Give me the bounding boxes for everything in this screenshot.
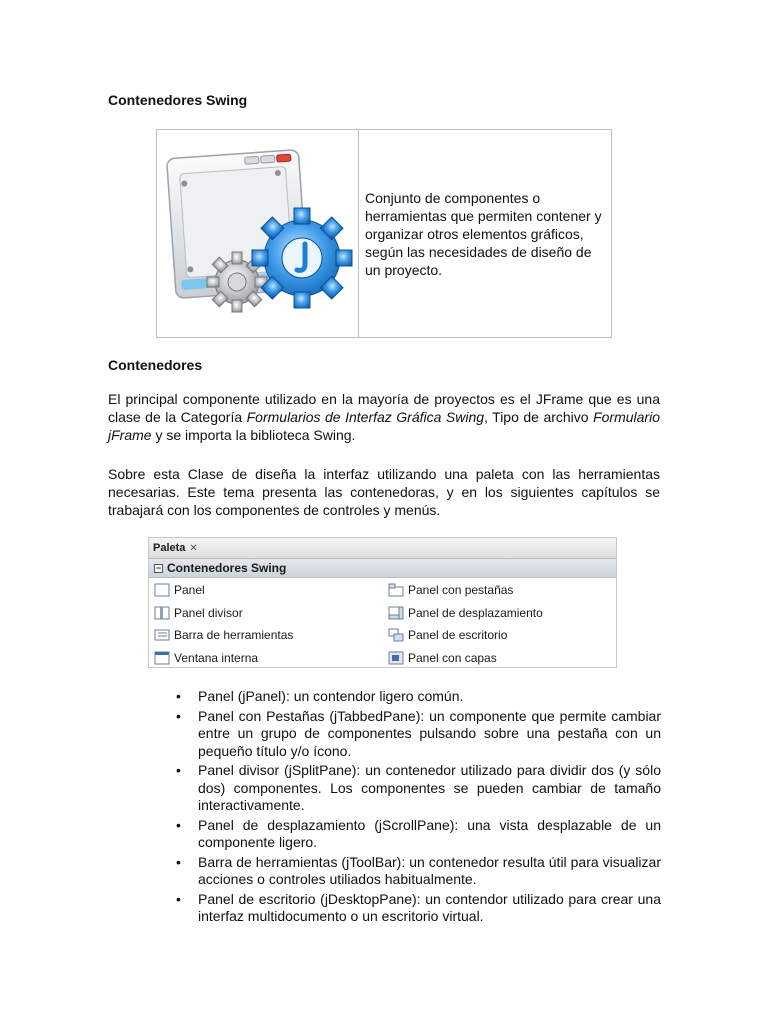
palette-items [149, 578, 616, 669]
palette-tab[interactable] [153, 542, 198, 554]
large-gear-icon [252, 208, 352, 308]
collapse-icon[interactable]: − [155, 562, 162, 573]
palette-item-desktop-pane[interactable] [388, 624, 622, 647]
tabbed-pane-icon [388, 583, 404, 597]
palette-item-label: Panel divisor [174, 605, 243, 620]
split-pane-icon [154, 606, 170, 620]
swing-container-illustration [157, 130, 359, 337]
palette-item-label: Panel con pestañas [408, 583, 514, 598]
palette-item-label: Barra de herramientas [174, 628, 294, 643]
section-heading-swing: Contenedores Swing [108, 92, 248, 108]
palette-tab-bar [149, 538, 616, 559]
list-item: • Panel divisor (jSplitPane): un contenedor utilizado para dividir dos (y sólo dos) componentes. Los componentes se pueden cambiar de tamaño interactivamente. [176, 762, 661, 815]
palette-category-label: Contenedores Swing [167, 561, 287, 575]
scroll-pane-icon [388, 606, 404, 620]
paragraph-jframe-filetype: Formulario jFrame [108, 409, 660, 443]
palette-item-split-pane[interactable] [154, 602, 388, 625]
intro-table [156, 129, 612, 338]
list-item: • Panel (jPanel): un contendor ligero común. [176, 688, 661, 706]
intro-description: Conjunto de componentes o herramientas que permiten contener y organizar otros elementos gráficos, según las necesidades de diseño de un proyecto. [365, 189, 602, 278]
window-gears-icon [157, 130, 357, 337]
paragraph-jframe-part1: El principal componente utilizado en la mayoría de proyectos es el JFrame que es una clase de la Categoría [108, 391, 660, 425]
list-item: • Panel con Pestañas (jTabbedPane): un componente que permite cambiar entre un grupo de componentes pulsando sobre una pestaña con un pequeño título y/o ícono. [176, 708, 661, 761]
panel-icon [154, 583, 170, 597]
palette-item-label: Panel [174, 583, 205, 598]
palette-item-scroll-pane[interactable] [388, 602, 622, 625]
list-item: • Panel de escritorio (jDesktopPane): un contendor utilizado para crear una interfaz multidocumento o un escritorio virtual. [176, 891, 661, 926]
paragraph-jframe [108, 390, 660, 444]
internal-frame-icon [154, 651, 170, 665]
close-icon[interactable]: ✕ [189, 542, 198, 554]
container-bullet-list [176, 688, 661, 928]
list-item: • Barra de herramientas (jToolBar): un contenedor resulta útil para visualizar acciones o controles utiliados habitualmente. [176, 854, 661, 889]
paragraph-jframe-category: Formularios de Interfaz Gráfica Swing [246, 409, 485, 425]
palette-item-label: Panel de desplazamiento [408, 605, 543, 620]
paragraph-palette: Sobre esta Clase de diseña la interfaz utilizando una paleta con las herramientas necesarias. Este tema presenta las contenedoras, y en los siguientes capítulos se trabajará con los componentes de controles y menús. [108, 466, 660, 518]
palette-panel [148, 537, 617, 668]
paragraph-jframe-part3: y se importa la biblioteca Swing. [151, 427, 356, 443]
palette-item-internal-frame[interactable] [154, 647, 388, 670]
toolbar-icon [154, 628, 170, 642]
desktop-pane-icon [388, 628, 404, 642]
list-item: • Panel de desplazamiento (jScrollPane): una vista desplazable de un componente ligero. [176, 817, 661, 852]
palette-item-tabbed-pane[interactable] [388, 579, 622, 602]
section-heading-containers: Contenedores [108, 357, 203, 373]
palette-item-label: Panel con capas [408, 650, 497, 665]
palette-item-layered-pane[interactable] [388, 647, 622, 670]
palette-item-label: Ventana interna [174, 650, 259, 665]
paragraph-jframe-part2: , Tipo de archivo [484, 409, 594, 425]
palette-item-panel[interactable] [154, 579, 388, 602]
intro-text-cell [359, 130, 611, 337]
layered-pane-icon [388, 651, 404, 665]
palette-item-toolbar[interactable] [154, 624, 388, 647]
palette-tab-label: Paleta [153, 542, 186, 554]
palette-item-label: Panel de escritorio [408, 628, 508, 643]
palette-category-header[interactable] [149, 559, 616, 578]
